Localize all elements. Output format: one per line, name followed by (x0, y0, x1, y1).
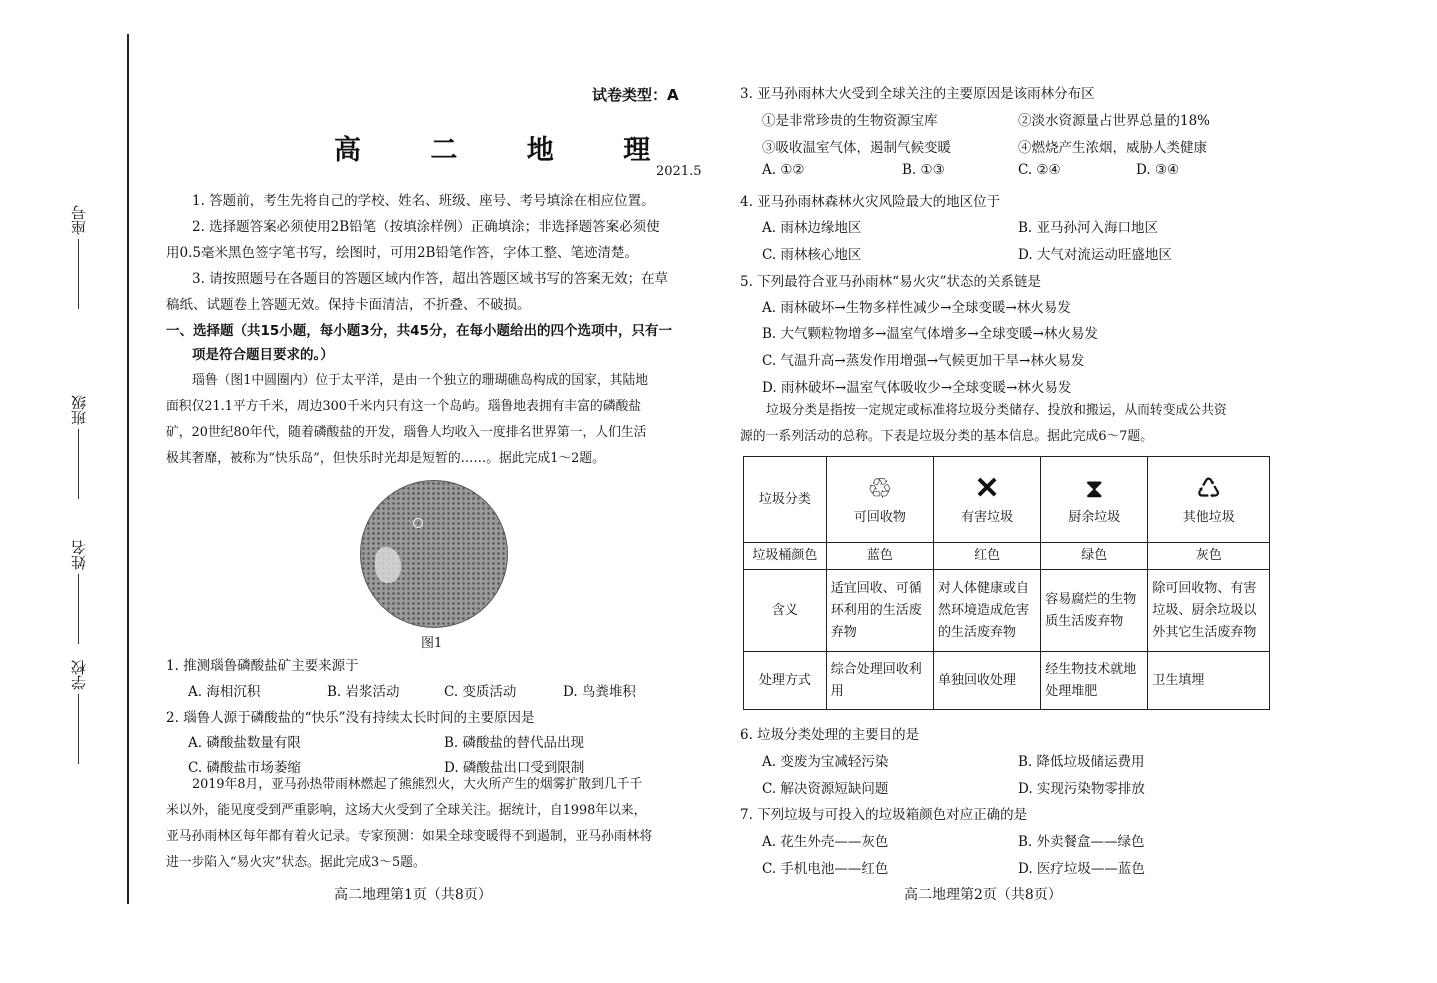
option-a[interactable]: A. 海相沉积 (188, 684, 261, 700)
instruction-line: 用0.5毫米黑色签字笔书写，绘图时，可用2B铅笔作答，字体工整、笔迹清楚。 (166, 245, 638, 261)
waste-classification-table (743, 456, 1270, 710)
passage-line: 矿，20世纪80年代，随着磷酸盐的开发，瑙鲁人均收入一度排名世界第一，人们生活 (166, 425, 647, 440)
nauru-location-circle (413, 518, 423, 528)
option-c[interactable]: C. 雨林核心地区 (762, 247, 862, 263)
seat-label: 座号 (68, 205, 108, 313)
meaning-cell: 适宜回收、可循环利用的生活废弃物 (826, 570, 933, 652)
category-cell (1148, 457, 1270, 543)
page-footer-right: 高二地理第2页（共8页） (904, 887, 1062, 903)
option-b[interactable]: B. 亚马孙河入海口地区 (1018, 220, 1159, 236)
option-a[interactable]: A. 雨林边缘地区 (762, 220, 862, 236)
option-d[interactable]: D. 鸟粪堆积 (563, 684, 636, 700)
option-a[interactable]: A. ①② (762, 162, 805, 178)
instruction-line: 1. 答题前，考生先将自己的学校、姓名、班级、座号、考号填涂在相应位置。 (192, 193, 655, 209)
option-c[interactable]: C. 手机电池——红色 (762, 861, 889, 877)
passage-line: 瑙鲁（图1中圆圈内）位于太平洋，是由一个独立的珊瑚礁岛构成的国家，其陆地 (192, 373, 649, 388)
statement-4: ④燃烧产生浓烟，威胁人类健康 (1018, 140, 1207, 156)
question-stem: 3. 亚马孙雨林大火受到全球关注的主要原因是该雨林分布区 (740, 86, 1095, 102)
page-footer-left: 高二地理第1页（共8页） (334, 887, 492, 903)
instruction-line: 3. 请按照题号在各题目的答题区域内作答，超出答题区域书写的答案无效；在草 (192, 271, 669, 287)
page-title: 高 二 地 理 (334, 135, 681, 166)
landmass-shape (375, 547, 401, 583)
category-name: 其他垃圾 (1182, 509, 1235, 525)
instruction-line: 稿纸、试题卷上答题无效。保持卡面清洁，不折叠、不破损。 (166, 297, 531, 313)
section-heading: 一、选择题（共15小题，每小题3分，共45分，在每小题给出的四个选项中，只有一 (166, 323, 672, 339)
bin-color: 绿色 (1041, 543, 1148, 570)
treatment-cell: 综合处理回收利用 (826, 652, 933, 710)
question-stem: 2. 瑙鲁人源于磷酸盐的“快乐”没有持续太长时间的主要原因是 (166, 710, 535, 726)
option-a[interactable]: A. 花生外壳——灰色 (762, 834, 889, 850)
figure-caption: 图1 (421, 636, 443, 651)
category-name: 有害垃圾 (961, 509, 1014, 525)
passage-line: 亚马孙雨林区每年都有着火记录。专家预测：如果全球变暖得不到遏制，亚马孙雨林将 (166, 829, 653, 844)
category-cell (933, 457, 1040, 543)
option-b[interactable]: B. 外卖餐盒——绿色 (1018, 834, 1145, 850)
paper-type: 试卷类型：A (592, 86, 679, 104)
statement-2: ②淡水资源量占世界总量的18% (1018, 113, 1211, 129)
option-d[interactable]: D. 实现污染物零排放 (1018, 781, 1145, 797)
passage-line: 米以外，能见度受到严重影响，这场大火受到了全球关注。据统计，自1998年以来， (166, 803, 647, 818)
passage-line: 极其奢靡，被称为“快乐岛”，但快乐时光却是短暂的……。据此完成1～2题。 (166, 451, 605, 466)
meaning-cell: 对人体健康或自然环境造成危害的生活废弃物 (933, 570, 1040, 652)
row-label: 处理方式 (744, 652, 827, 710)
option-c[interactable]: C. ②④ (1018, 162, 1061, 178)
row-label: 垃圾桶颜色 (744, 543, 827, 570)
nauru-map-figure (360, 480, 508, 628)
option-d[interactable]: D. 雨林破坏→温室气体吸收少→全球变暖→林火易发 (762, 380, 1072, 396)
meaning-cell: 除可回收物、有害垃圾、厨余垃圾以外其它生活废弃物 (1148, 570, 1270, 652)
category-cell (1041, 457, 1148, 543)
bin-color: 灰色 (1148, 543, 1270, 570)
statement-3: ③吸收温室气体，遏制气候变暖 (762, 140, 951, 156)
option-c[interactable]: C. 磷酸盐市场萎缩 (188, 760, 301, 776)
option-d[interactable]: D. 磷酸盐出口受到限制 (444, 760, 585, 776)
category-cell (826, 457, 933, 543)
treatment-cell: 经生物技术就地处理堆肥 (1041, 652, 1148, 710)
option-d[interactable]: D. 大气对流运动旺盛地区 (1018, 247, 1172, 263)
statement-1: ①是非常珍贵的生物资源宝库 (762, 113, 938, 129)
option-d[interactable]: D. ③④ (1136, 162, 1180, 178)
other-icon: ♺ (1196, 471, 1222, 505)
option-c[interactable]: C. 解决资源短缺问题 (762, 781, 889, 797)
passage-line: 垃圾分类是指按一定规定或标准将垃圾分类储存、投放和搬运，从而转变成公共资 (766, 403, 1227, 418)
section-heading-cont: 项是符合题目要求的。） (192, 347, 334, 363)
option-b[interactable]: B. ①③ (902, 162, 945, 178)
treatment-cell: 卫生填埋 (1148, 652, 1270, 710)
option-b[interactable]: B. 大气颗粒物增多→温室气体增多→全球变暖→林火易发 (762, 326, 1098, 342)
passage-line: 2019年8月，亚马孙热带雨林燃起了熊熊烈火，大火所产生的烟雾扩散到几千千 (192, 777, 643, 792)
bin-color: 蓝色 (826, 543, 933, 570)
question-stem: 4. 亚马孙雨林森林火灾风险最大的地区位于 (740, 194, 1001, 210)
option-b[interactable]: B. 岩浆活动 (327, 684, 400, 700)
option-b[interactable]: B. 降低垃圾储运费用 (1018, 754, 1145, 770)
option-a[interactable]: A. 雨林破坏→生物多样性减少→全球变暖→林火易发 (762, 300, 1071, 316)
row-label: 含义 (744, 570, 827, 652)
question-stem: 7. 下列垃圾与可投入的垃圾箱颜色对应正确的是 (740, 807, 1028, 823)
question-stem: 5. 下列最符合亚马孙雨林“易火灾”状态的关系链是 (740, 274, 1041, 290)
treatment-cell: 单独回收处理 (933, 652, 1040, 710)
hazard-icon: ✕ (974, 470, 1000, 506)
category-name: 可回收物 (853, 509, 906, 525)
option-b[interactable]: B. 磷酸盐的替代品出现 (444, 735, 585, 751)
question-stem: 6. 垃圾分类处理的主要目的是 (740, 727, 920, 743)
option-a[interactable]: A. 磷酸盐数量有限 (188, 735, 301, 751)
option-c[interactable]: C. 变质活动 (444, 684, 517, 700)
option-a[interactable]: A. 变废为宝减轻污染 (762, 754, 889, 770)
bin-color: 红色 (933, 543, 1040, 570)
school-label: 学校 (68, 660, 108, 768)
meaning-cell: 容易腐烂的生物质生活废弃物 (1041, 570, 1148, 652)
binding-line (127, 34, 129, 904)
passage-line: 面积仅21.1平方千米，周边300千米内只有这一个岛屿。瑙鲁地表拥有丰富的磷酸盐 (166, 399, 642, 414)
passage-line: 源的一系列活动的总称。下表是垃圾分类的基本信息。据此完成6～7题。 (740, 429, 1153, 444)
instruction-line: 2. 选择题答案必须使用2B铅笔（按填涂样例）正确填涂；非选择题答案必须使 (192, 219, 660, 235)
exam-date: 2021.5 (656, 164, 702, 179)
option-c[interactable]: C. 气温升高→蒸发作用增强→气候更加干旱→林火易发 (762, 353, 1085, 369)
row-label: 垃圾分类 (744, 457, 827, 543)
passage-line: 进一步陷入“易火灾”状态。据此完成3～5题。 (166, 855, 426, 870)
category-name: 厨余垃圾 (1068, 509, 1121, 525)
question-stem: 1. 推测瑙鲁磷酸盐矿主要来源于 (166, 658, 359, 674)
hourglass-icon: ⧗ (1085, 473, 1104, 504)
recycle-icon: ♲ (867, 471, 893, 505)
name-label: 姓名 (68, 540, 108, 648)
option-d[interactable]: D. 医疗垃圾——蓝色 (1018, 861, 1145, 877)
class-label: 班级 (68, 395, 108, 503)
